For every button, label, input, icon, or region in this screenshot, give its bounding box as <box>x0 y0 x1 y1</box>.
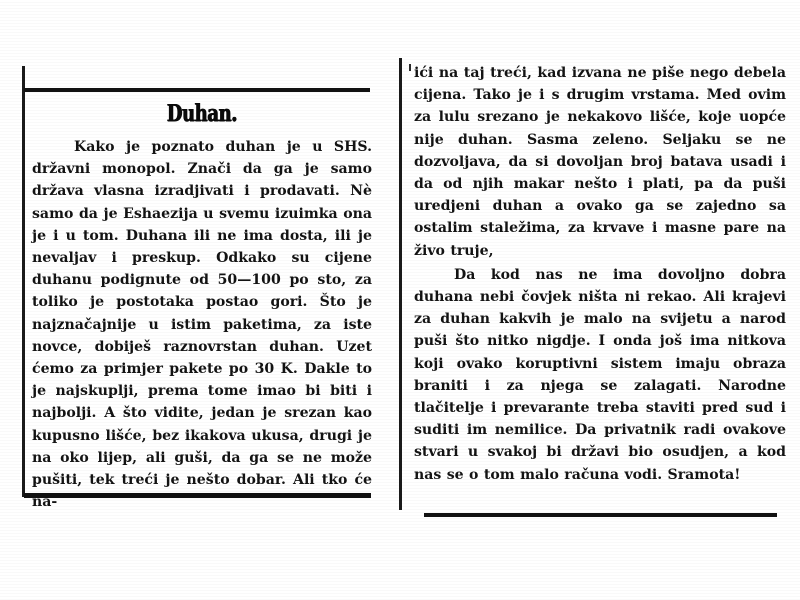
paragraph: Kako je poznato duhan je u SHS. državni monopol. Znači da ga je samo država vlasna izradjivati i prodavati. Nè samo da je Eshaezija u svemu izuimka ona je i u tom. Duhana ili ne ima dosta, ili je nevaljav i preskup. Odkako su cijene duhanu podignute od 50—100 po sto, za toliko je postotaka postao gori. Što je najznačajnije u istim paketima, za iste novce, dobiješ raznovrstan duhan. Uzet ćemo za primjer pakete po 30 K. Dakle to je najskuplji, prema tome imao bi biti i najbolji. A što vidite, jedan je srezan kao kupusno lišće, bez ikakova ukusa, drugi je na oko lijep, ali guši, da ga se ne može pušiti, tek treći je nešto dobar. Ali tko će na- <box>32 139 372 511</box>
right-column-bottom-rule <box>424 513 777 517</box>
left-margin-rule <box>22 66 25 497</box>
article-column-left <box>32 100 372 513</box>
scan-artifact-mark <box>409 64 411 71</box>
column-divider-rule <box>399 58 402 510</box>
paragraph: ići na taj treći, kad izvana ne piše nego debela cijena. Tako je i s drugim vrstama. Med ovim za lulu srezano je nekakovo lišće, koje uopće nije duhan. Sasma zeleno. Seljaku se ne dozvoljava, da si dovoljan broj batava usadi i da od njih makar nešto i plati, pa da puši uredjeni duhan a ovako ga se zajedno sa ostalim staležima, za krvave i masne pare na živo truje, <box>414 65 786 259</box>
article-headline: Duhan. <box>166 100 238 127</box>
article-column-right <box>414 62 786 486</box>
top-horizontal-rule <box>24 88 370 92</box>
paragraph: Da kod nas ne ima dovoljno dobra duhana nebi čovjek ništa ni rekao. Ali krajevi za duhan kakvih je malo na svijetu a narod puši što nitko nigdje. I onda još ima nitkova koji ovako koruptivni sistem imaju obraza braniti i za njega se zalagati. Narodne tlačitelje i prevarante treba staviti pred sud i suditi im nemilice. Da privatnik radi ovakove stvari u svakoj bi državi bio osudjen, a kod nas se o tom malo računa vodi. Sramota! <box>414 266 786 483</box>
